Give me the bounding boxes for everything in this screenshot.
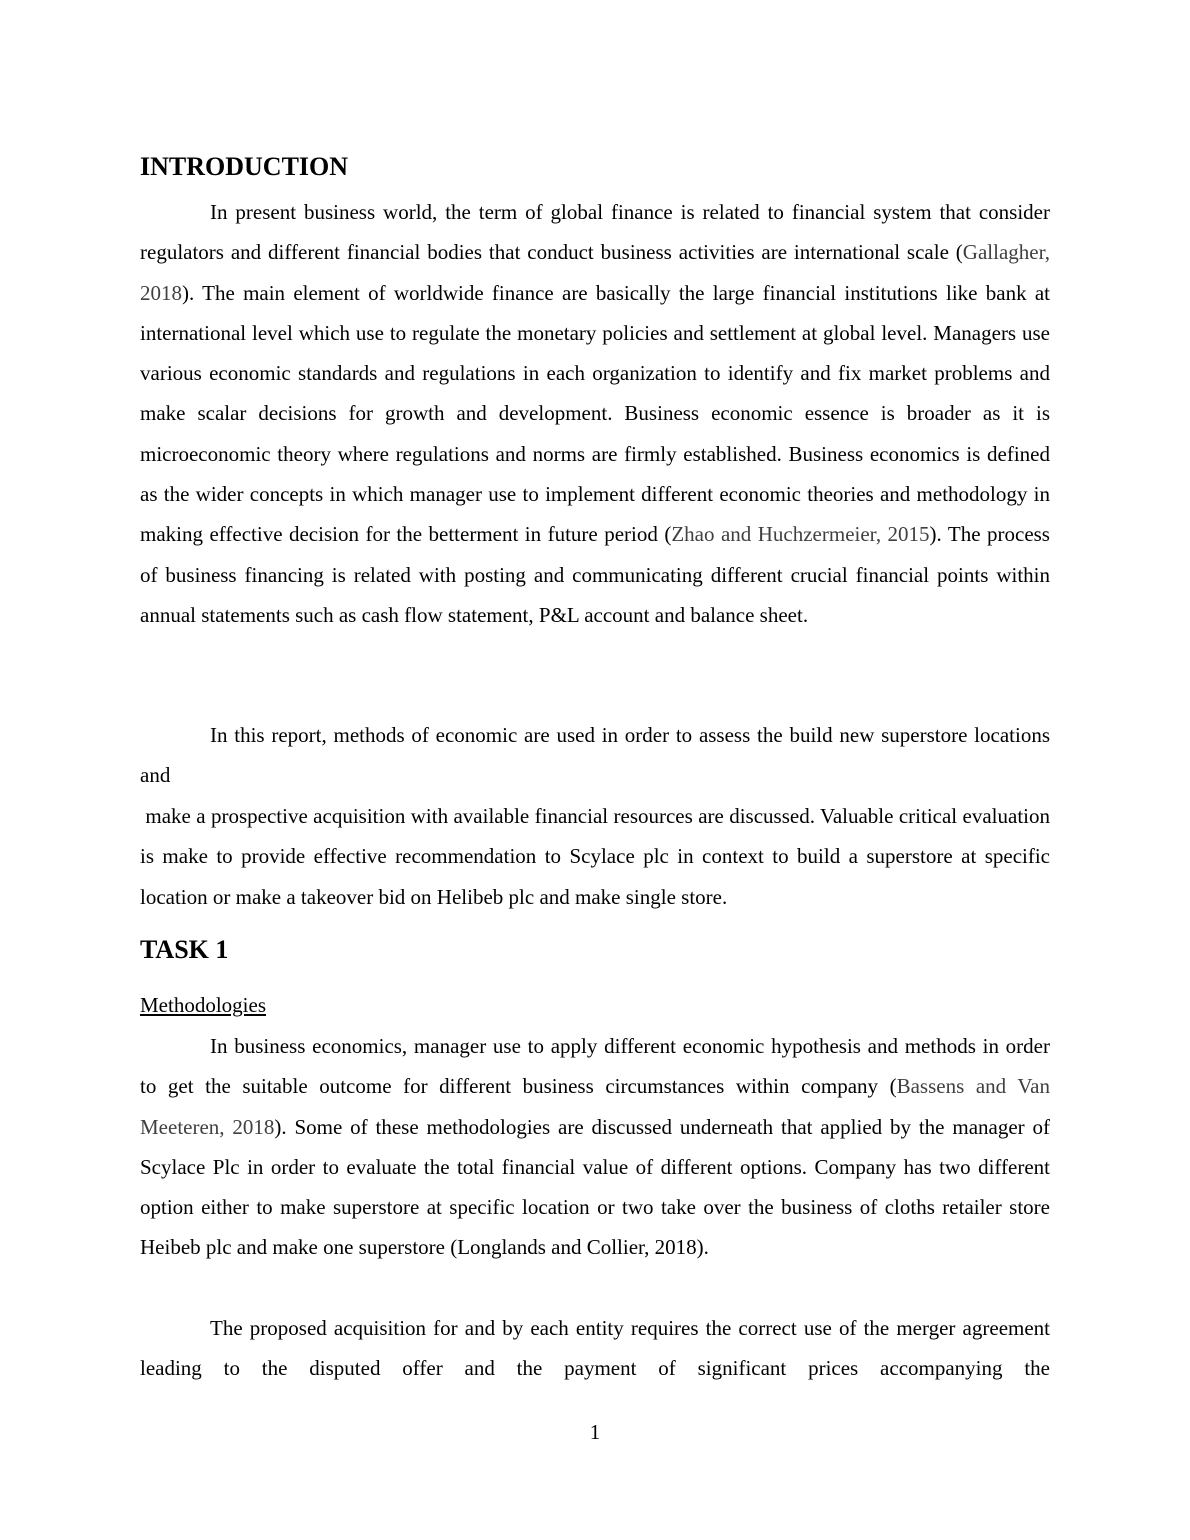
intro-p1-text-c: ). The process of business financing is related with posting and communicating different crucial financial points within annual statements such as cash flow statement, P&L account and balance sheet. <box>140 522 1050 627</box>
intro-p1-text-a: In present business world, the term of global finance is related to financial system that consider regulators and different financial bodies that conduct business activities are international scale ( <box>140 200 1050 265</box>
intro-p1-text-b: ). The main element of worldwide finance are basically the large financial institutions like bank at international level which use to regulate the monetary policies and settlement at global level. Managers use various economic standards and regulations in each organization to identify and fix market problems and make scalar decisions for growth and development. Business economic essence is broader as it is microeconomic theory where regulations and norms are firmly established. Business economics is defined as the wider concepts in which manager use to implement different economic theories and methodology in making effective decision for the betterment in future period ( <box>140 280 1050 547</box>
task1-paragraph-2: The proposed acquisition for and by each entity requires the correct use of the merger agreement leading to the disputed offer and the payment of significant prices accompanying the <box>140 1316 1050 1381</box>
task1-p1-text-a: In business economics, manager use to apply different economic hypothesis and methods in order to get the suitable outcome for different business circumstances within company ( <box>140 1034 1050 1099</box>
citation-zhao: Zhao and Huchzermeier, 2015 <box>671 522 930 547</box>
task1-heading: TASK 1 <box>140 935 229 964</box>
task1-paragraph-1 <box>140 1026 1050 1268</box>
page-number: 1 <box>589 1420 601 1444</box>
intro-paragraph-2-line-1: In this report, methods of economic are used in order to assess the build new superstore locations and <box>140 723 1050 788</box>
citation-bassens: Bassens and Van Meeteren, 2018 <box>140 1074 1050 1139</box>
introduction-heading: INTRODUCTION <box>140 152 349 181</box>
task1-p1-text-b: ). Some of these methodologies are discussed underneath that applied by the manager of Scylace Plc in order to evaluate the total financial value of different options. Company has two different option either to make superstore at specific location or two take over the business of cloths retailer store Heibeb plc and make one superstore (Longlands and Collier, 2018). <box>140 1114 1050 1260</box>
methodologies-subheading: Methodologies <box>140 993 266 1017</box>
intro-paragraph-2-rest: make a prospective acquisition with available financial resources are discussed. Valuable critical evaluation is make to provide effective recommendation to Scylace plc in context to build a superstore at specific location or make a takeover bid on Helibeb plc and make single store. <box>140 804 1056 909</box>
intro-paragraph-1 <box>140 192 1050 635</box>
citation-gallagher: Gallagher, 2018 <box>140 240 1050 305</box>
